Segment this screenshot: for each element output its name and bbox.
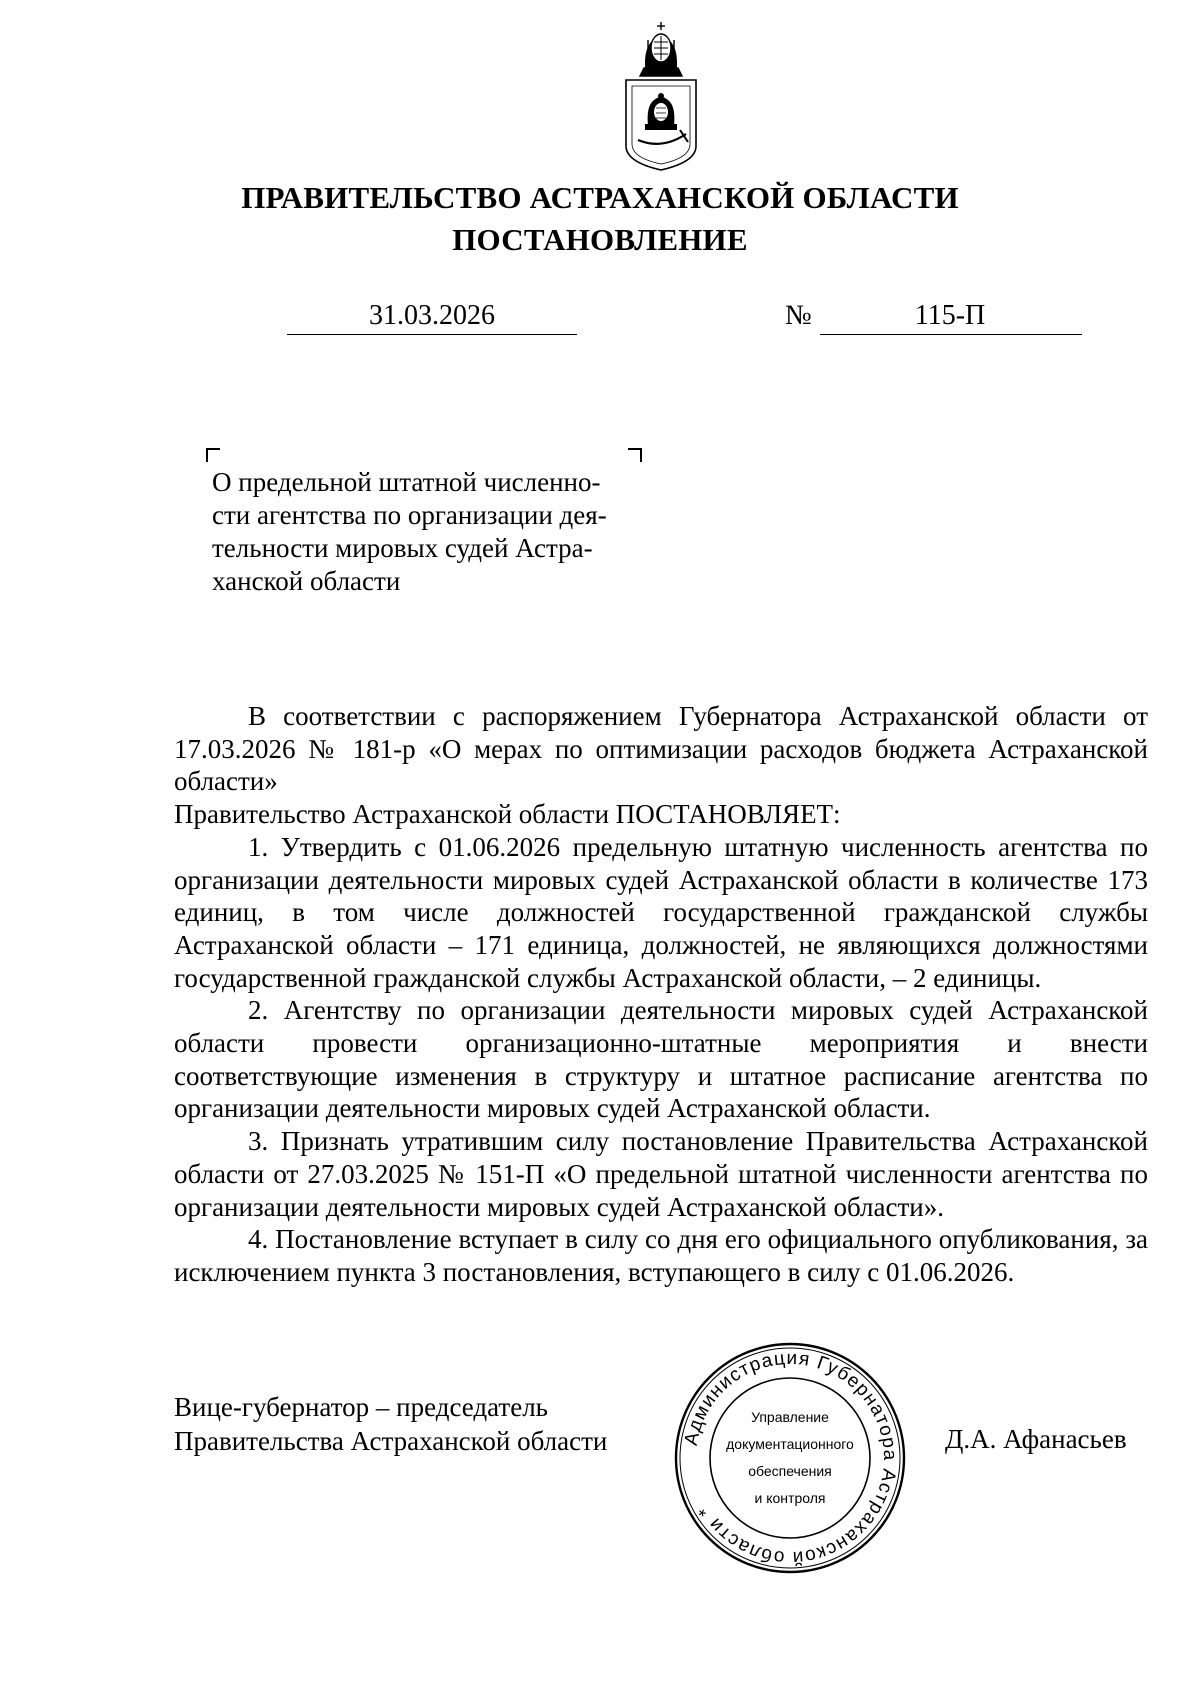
resolution-line: Правительство Астраханской области ПОСТАНОВЛЯЕТ: xyxy=(174,799,841,830)
subject-line: сти агентства по организации дея- xyxy=(212,500,607,530)
clause-3: 3. Признать утратившим силу постановление Правительства Астраханской области от 27.03.2025 № 151-П «О предельной штатной численности агентства по организации деятельности мировых судей Астраханской области». xyxy=(174,1126,1148,1222)
subject-corner-right xyxy=(628,448,642,462)
subject-corner-left xyxy=(206,448,220,462)
clause-1: 1. Утвердить с 01.06.2026 предельную штатную численность агентства по организации деятельности мировых судей Астраханской области в количестве 173 единиц, в том числе должностей государственной гражданской службы Астраханской области – 171 единица, должностей, не являющихся должностями государственной гражданской службы Астраханской области, – 2 единицы. xyxy=(174,831,1148,993)
signatory-name: Д.А. Афанасьев xyxy=(945,1424,1127,1454)
subject-line: О предельной штатной численно- xyxy=(212,467,601,497)
stamp-line: Управление xyxy=(751,1409,829,1425)
stamp-line: и контроля xyxy=(754,1490,826,1506)
stamp-inner-text xyxy=(716,1404,864,1512)
clause-4: 4. Постановление вступает в силу со дня его официального опубликования, за исключением пункта 3 постановления, вступающего в силу с 01.06.2026. xyxy=(174,1224,1148,1287)
number-underline xyxy=(820,334,1082,335)
document-number: 115-П xyxy=(914,300,986,331)
document-subject xyxy=(212,466,637,598)
signatory-position xyxy=(174,1390,607,1458)
number-sign: № xyxy=(785,300,812,331)
stamp-line: документационного xyxy=(726,1436,854,1452)
position-line: Вице-губернатор – председатель xyxy=(174,1392,548,1422)
subject-line: тельности мировых судей Астра- xyxy=(212,533,593,563)
stamp-ring-text: Администрация Губернатора Астраханской области * xyxy=(680,1347,901,1569)
clause-2: 2. Агентству по организации деятельности мировых судей Астраханской области провести организационно-штатные мероприятия и внести соответствующие изменения в структуру и штатное расписание агентства по организации деятельности мировых судей Астраханской области. xyxy=(174,995,1148,1124)
position-line: Правительства Астраханской области xyxy=(174,1426,608,1456)
government-name: ПРАВИТЕЛЬСТВО АСТРАХАНСКОЙ ОБЛАСТИ xyxy=(241,180,959,215)
document-body xyxy=(174,700,1148,1289)
coat-of-arms-icon xyxy=(618,18,704,176)
document-type: ПОСТАНОВЛЕНИЕ xyxy=(452,222,748,257)
stamp-line: обеспечения xyxy=(748,1463,832,1479)
subject-line: ханской области xyxy=(212,566,401,596)
preamble-paragraph: В соответствии с распоряжением Губернатора Астраханской области от 17.03.2026 № 181-р «О мерах по оптимизации расходов бюджета Астраханской области» xyxy=(174,701,1148,797)
document-date: 31.03.2026 xyxy=(369,300,495,331)
date-underline xyxy=(287,334,577,335)
